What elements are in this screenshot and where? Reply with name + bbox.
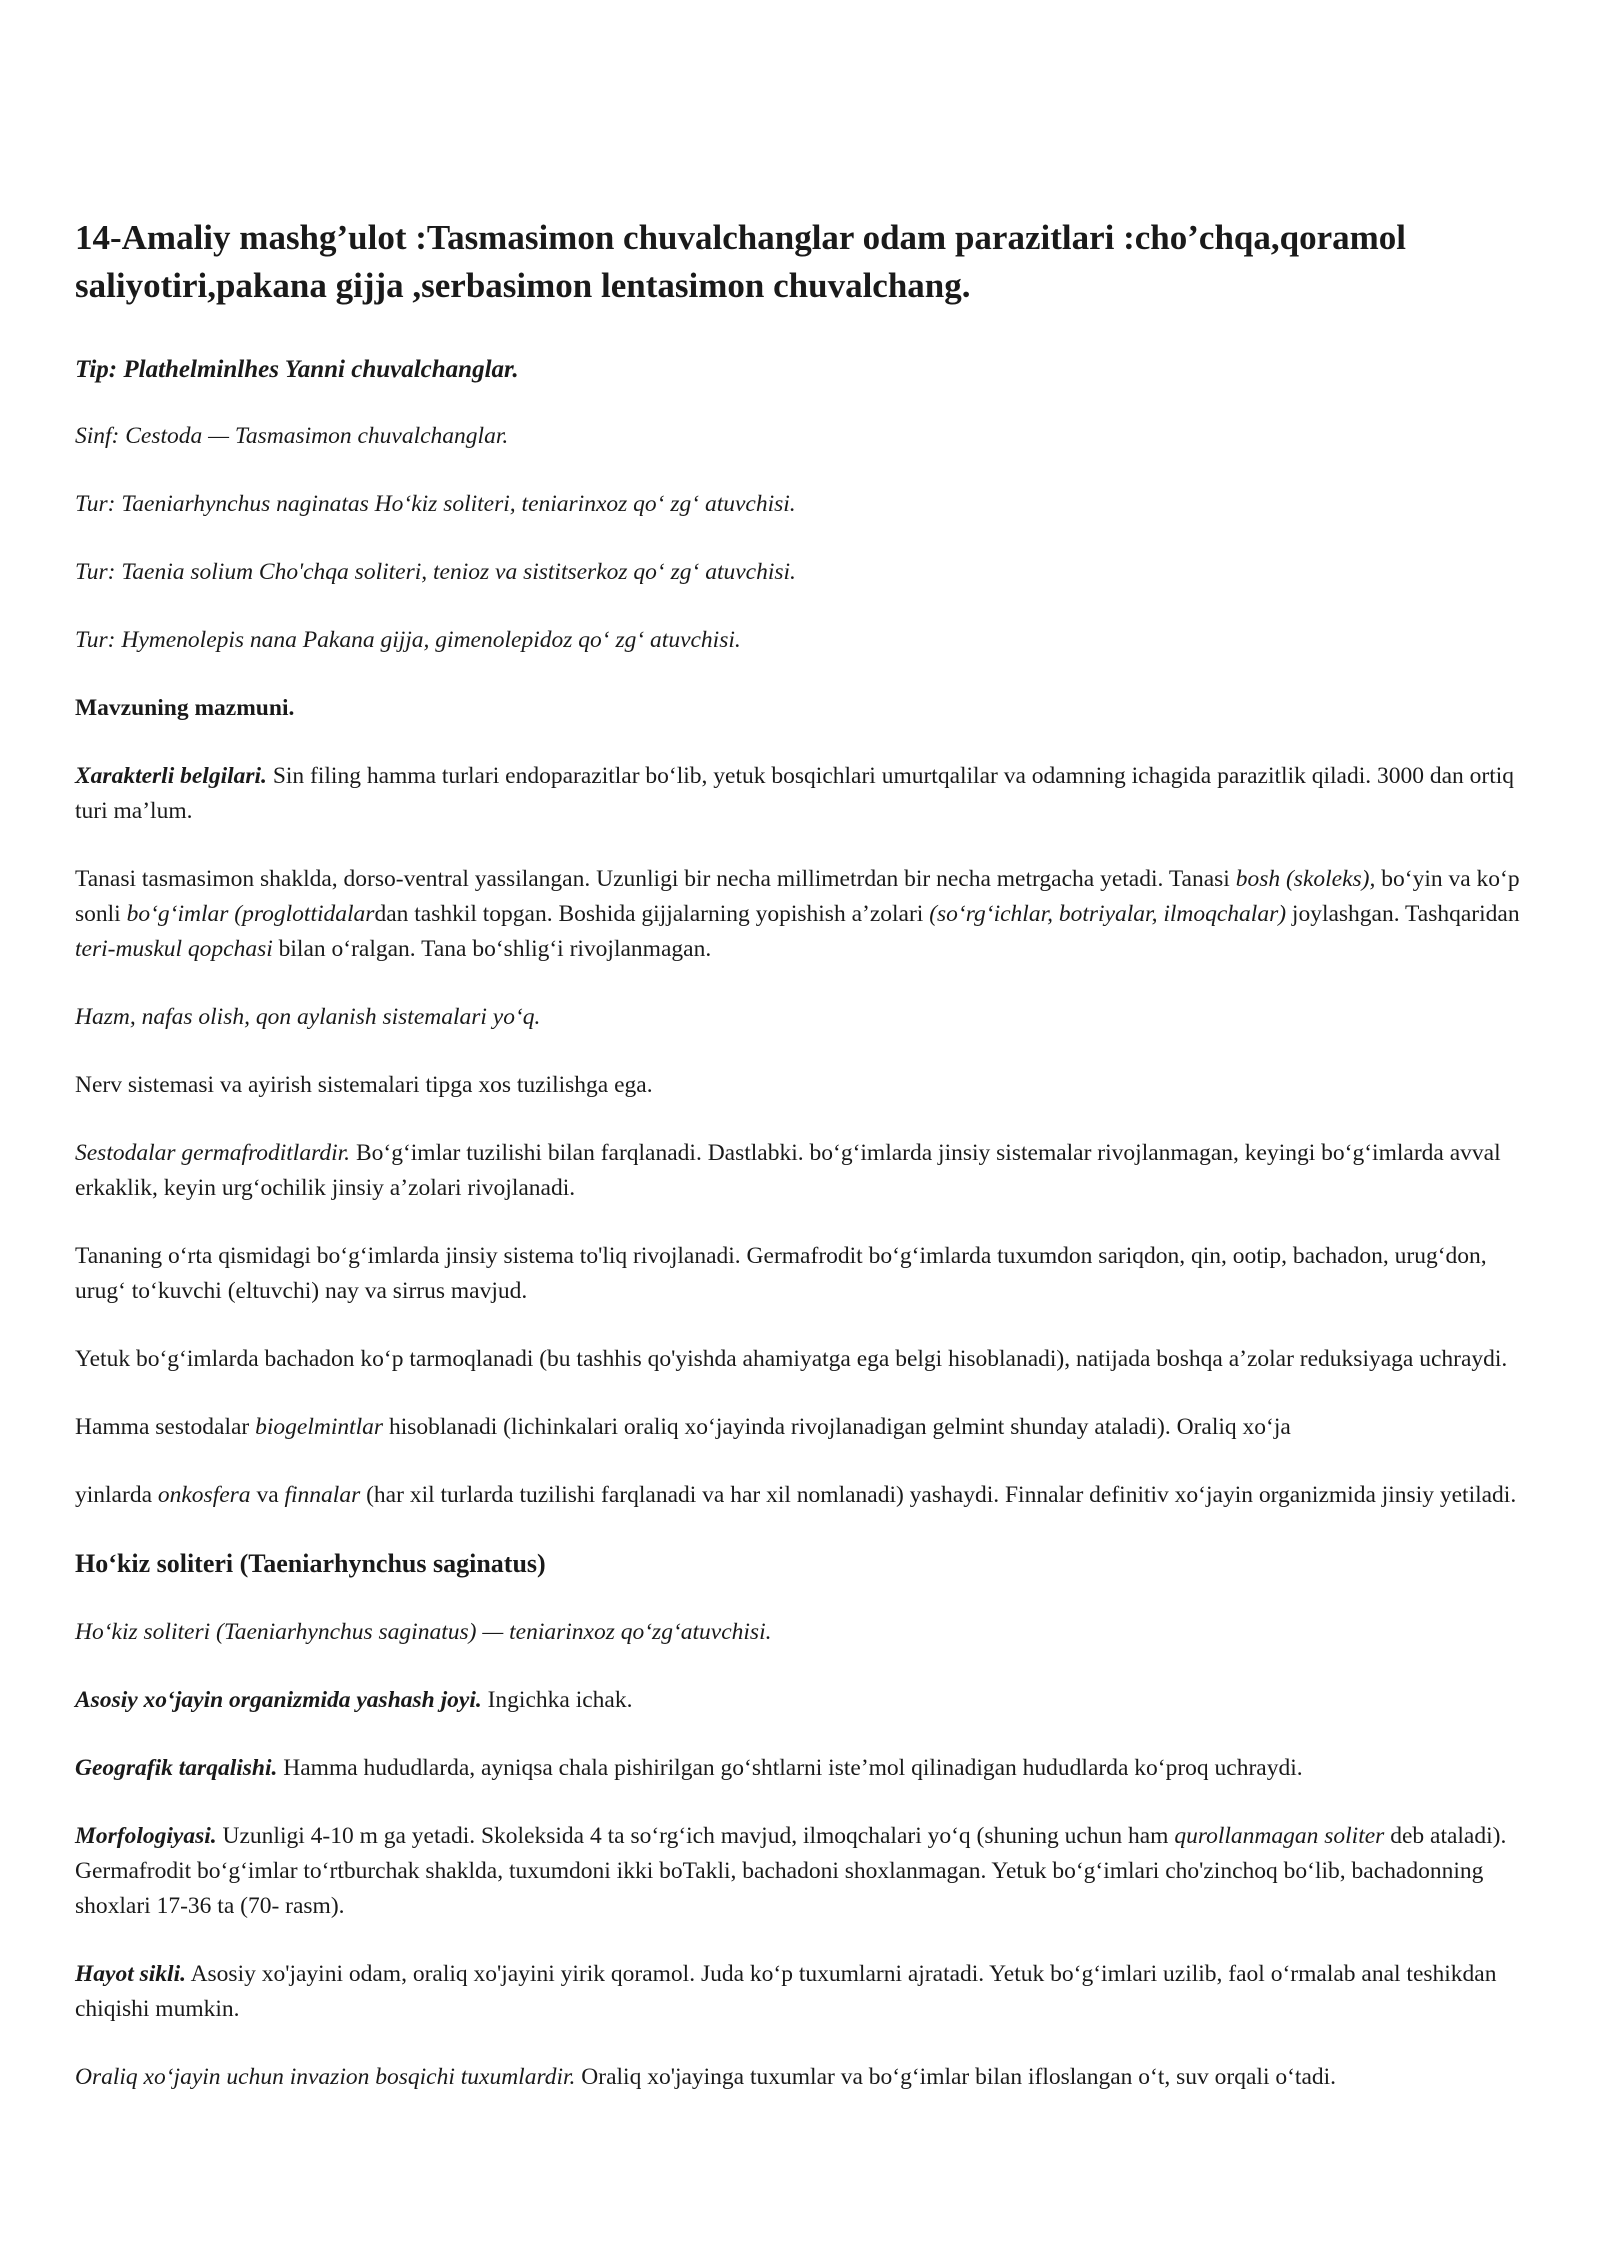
text-run: va [250, 1482, 285, 1508]
paragraph-text: Ingichka ichak. [481, 1687, 633, 1713]
paragraph-characteristics [75, 759, 1535, 829]
text-run: hisoblanadi (lichinkalari oraliq xo‘jayinda rivojlanadigan gelmint shunday ataladi). Oraliq xo‘ja [383, 1414, 1291, 1440]
text-run: Hamma sestodalar [75, 1414, 256, 1440]
section-heading-content: Mavzuning mazmuni. [75, 695, 295, 721]
paragraph-nervous-system: Nerv sistemasi va ayirish sistemalari tipga xos tuzilishga ega. [75, 1072, 653, 1098]
paragraph-text: Hamma hududlarda, ayniqsa chala pishirilgan go‘shtlarni iste’mol qilinadigan hududlarda ko‘proq uchraydi. [277, 1755, 1303, 1781]
species-line-1: Tur: Taeniarhynchus naginatas Ho‘kiz soliteri, teniarinxoz qo‘ zg‘ atuvchisi. [75, 491, 796, 517]
italic-run: onkosfera [157, 1482, 251, 1508]
paragraph-text: Sin filing hamma turlari endoparazitlar bo‘lib, yetuk bosqichlari umurtqalilar va odamning ichagida parazitlik qiladi. 3000 dan ortiq turi ma’lum. [75, 763, 1515, 824]
species-line-3: Tur: Hymenolepis nana Pakana gijja, gimenolepidoz qo‘ zg‘ atuvchisi. [75, 627, 741, 653]
paragraph-lead: Oraliq xo‘jayin uchun invazion bosqichi tuxumlardir. [75, 2064, 576, 2090]
text-run: bo‘yin va ko‘p sonli [75, 866, 1520, 927]
section-heading-beef-tapeworm: Ho‘kiz soliteri (Taeniarhynchus saginatus) [75, 1549, 546, 1578]
paragraph-beef-tapeworm-intro: Ho‘kiz soliteri (Taeniarhynchus saginatus) — teniarinxoz qo‘zg‘atuvchisi. [75, 1619, 772, 1645]
paragraph-lead: Asosiy xo‘jayin organizmida yashash joyi. [75, 1687, 482, 1713]
paragraph-invasive-stage [75, 2060, 1535, 2095]
paragraph-geography [75, 1751, 1535, 1786]
paragraph-text: Bo‘g‘imlar tuzilishi bilan farqlanadi. Dastlabki. bo‘g‘imlarda jinsiy sistemalar rivojlanmagan, keyingi bo‘g‘imlarda avval erkaklik, keyin urg‘ochilik jinsiy a’zolari rivojlanadi. [75, 1140, 1501, 1201]
text-run: dan tashkil topgan. Boshida gijjalarning yopishish a’zolari [374, 901, 930, 927]
paragraph-hermaphrodites [75, 1136, 1535, 1206]
text-run: Tanasi tasmasimon shaklda, dorso-ventral yassilangan. Uzunligi bir necha millimetrdan bir necha metrgacha yetadi. Tanasi [75, 866, 1236, 892]
page-title: 14-Amaliy mashg’ulot :Tasmasimon chuvalchanglar odam parazitlari :cho’chqa,qoramol saliyotiri,pakana gijja ,serbasimon lentasimon chuvalchang. [75, 218, 1407, 305]
paragraph-habitat [75, 1683, 1535, 1718]
paragraph-lead: Morfologiyasi. [75, 1823, 217, 1849]
document-page [75, 214, 1535, 2128]
species-line-2: Tur: Taenia solium Cho'chqa soliteri, tenioz va sistitserkoz qo‘ zg‘ atuvchisi. [75, 559, 796, 585]
paragraph-lead: Geografik tarqalishi. [75, 1755, 278, 1781]
paragraph-intermediate-hosts [75, 1478, 1535, 1513]
text-run: Uzunligi 4-10 m ga yetadi. Skoleksida 4 ta so‘rg‘ich mavjud, ilmoqchalari yo‘q (shuning uchun ham [216, 1823, 1175, 1849]
paragraph-body-structure [75, 862, 1535, 967]
paragraph-mature-segments: Yetuk bo‘g‘imlarda bachadon ko‘p tarmoqlanadi (bu tashhis qo'yishda ahamiyatga ega belgi hisoblanadi), natijada boshqa a’zolar reduksiyaga uchraydi. [75, 1346, 1508, 1372]
text-run: yinlarda [75, 1482, 158, 1508]
italic-run: bosh (skoleks), [1235, 866, 1376, 892]
paragraph-middle-segments: Tananing o‘rta qismidagi bo‘g‘imlarda jinsiy sistema to'liq rivojlanadi. Germafrodit bo‘g‘imlarda tuxumdon sariqdon, qin, ootip, bachadon, urug‘don, urug‘ to‘kuvchi (eltuvchi) nay va sirrus mavjud. [75, 1243, 1487, 1304]
italic-run: finnalar [284, 1482, 361, 1508]
italic-run: teri-muskul qopchasi [75, 936, 273, 962]
paragraph-missing-systems: Hazm, nafas olish, qon aylanish sistemalari yo‘q. [75, 1004, 541, 1030]
text-run: joylashgan. Tashqaridan [1286, 901, 1520, 927]
italic-run: (so‘rg‘ichlar, botriyalar, ilmoqchalar) [929, 901, 1287, 927]
paragraph-text: Asosiy xo'jayini odam, oraliq xo'jayini yirik qoramol. Juda ko‘p tuxumlarni ajratadi. Yetuk bo‘g‘imlari uzilib, faol o‘rmalab anal teshikdan chiqishi mumkin. [75, 1961, 1497, 2022]
paragraph-lead: Sestodalar germafroditlardir. [75, 1140, 351, 1166]
paragraph-lead: Hayot sikli. [75, 1961, 186, 1987]
text-run: (har xil turlarda tuzilishi farqlanadi va har xil nomlanadi) yashaydi. Finnalar definitiv xo‘jayin organizmida jinsiy yetiladi. [360, 1482, 1517, 1508]
paragraph-text: Oraliq xo'jayinga tuxumlar va bo‘g‘imlar bilan ifloslangan o‘t, suv orqali o‘tadi. [575, 2064, 1337, 2090]
phylum-line: Tip: Plathelminlhes Yanni chuvalchanglar. [75, 356, 519, 383]
paragraph-life-cycle [75, 1957, 1535, 2027]
paragraph-morphology [75, 1819, 1535, 1924]
italic-run: bo‘g‘imlar (proglottidalar [126, 901, 375, 927]
class-line: Sinf: Cestoda — Tasmasimon chuvalchanglar. [75, 423, 509, 449]
text-run: bilan o‘ralgan. Tana bo‘shlig‘i rivojlanmagan. [272, 936, 712, 962]
italic-run: qurollanmagan soliter [1174, 1823, 1385, 1849]
text-run: deb ataladi). Germafrodit bo‘g‘imlar to‘rtburchak shaklda, tuxumdoni ikki boTakli, bachadoni shoxlanmagan. Yetuk bo‘g‘imlari cho'zinchoq bo‘lib, bachadonning shoxlari 17-36 ta (70- rasm). [75, 1823, 1507, 1919]
italic-run: biogelmintlar [255, 1414, 384, 1440]
paragraph-lead: Xarakterli belgilari. [75, 763, 267, 789]
paragraph-biohelminths [75, 1410, 1535, 1445]
